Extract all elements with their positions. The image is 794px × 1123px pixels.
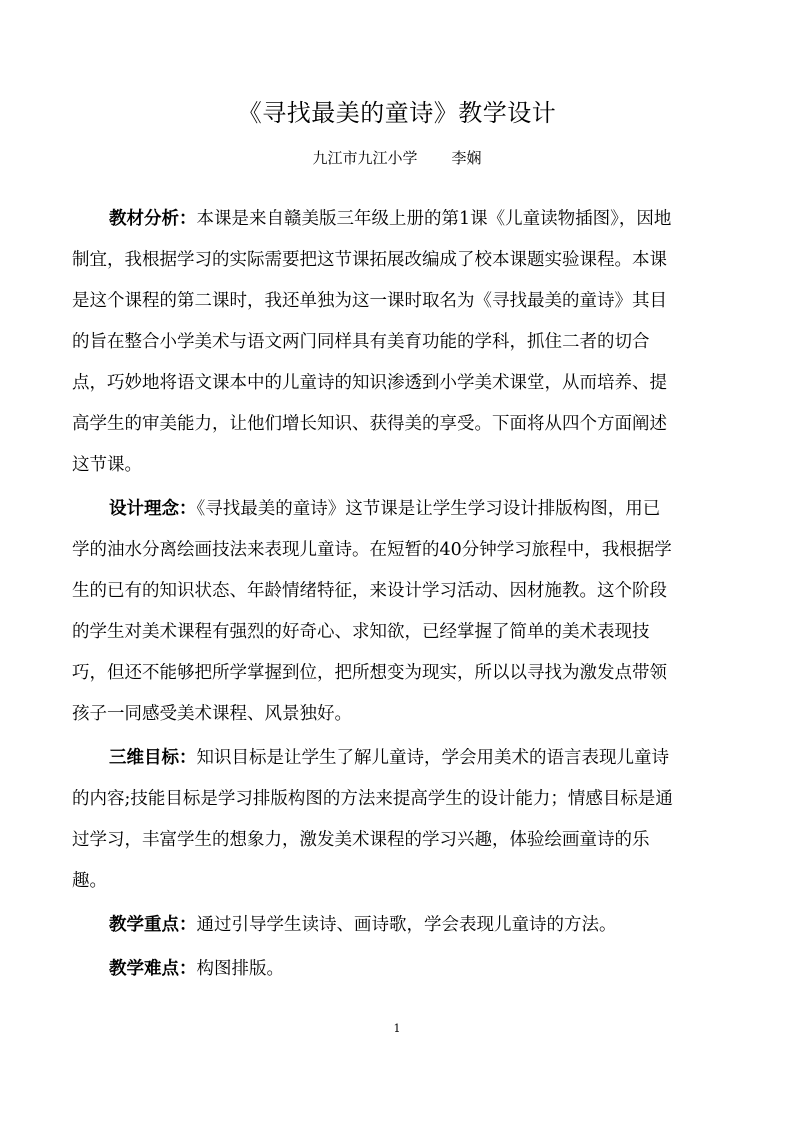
paragraph-line: 巧，但还不能够把所学掌握到位，把所想变为现实，所以以寻找为激发点带领 [72, 663, 667, 683]
paragraph-teaching-difficulty [72, 949, 722, 990]
paragraph-line: 孩子一同感受美术课程、风景独好。 [72, 704, 352, 724]
paragraph-line: 高学生的审美能力，让他们增长知识、获得美的享受。下面将从四个方面阐述 [72, 414, 667, 434]
section-heading: 三维目标： [109, 748, 197, 768]
section-heading: 教材分析： [109, 209, 197, 229]
document-title: 《寻找最美的童诗》教学设计 [237, 99, 557, 127]
school-name: 九江市九江小学 [312, 149, 418, 167]
author-name: 李娴 [451, 149, 482, 167]
paragraph-line: 的内容;技能目标是学习排版构图的方法来提高学生的设计能力；情感目标是通 [72, 789, 673, 809]
paragraph-line: 这节课。 [72, 455, 142, 475]
paragraph-line: 的学生对美术课程有强烈的好奇心、求知欲，已经掌握了简单的美术表现技 [72, 622, 650, 642]
paragraph-teaching-focus [72, 905, 722, 946]
paragraph-line: 三维目标：知识目标是让学生了解儿童诗，学会用美术的语言表现儿童诗 [109, 748, 669, 768]
paragraph-line: 的旨在整合小学美术与语文两门同样具有美育功能的学科，抓住二者的切合 [72, 332, 650, 352]
section-heading: 教学重点： [109, 915, 197, 935]
paragraph-line: 教学难点：构图排版。 [109, 959, 284, 979]
paragraph-line: 设计理念：《寻找最美的童诗》这节课是让学生学习设计排版构图，用已 [109, 499, 661, 519]
paragraph-line: 制宜，我根据学习的实际需要把这节课拓展改编成了校本课题实验课程。本课 [72, 250, 667, 270]
paragraph-line: 过学习，丰富学生的想象力，激发美术课程的学习兴趣，体验绘画童诗的乐 [72, 830, 650, 850]
paragraph-line: 生的已有的知识状态、年龄情绪特征，来设计学习活动、因材施教。这个阶段 [72, 581, 667, 601]
section-heading: 教学难点： [109, 959, 197, 979]
paragraph-material-analysis [72, 199, 722, 486]
document-body [72, 199, 722, 990]
paragraph-line: 点，巧妙地将语文课本中的儿童诗的知识渗透到小学美术课堂，从而培养、提 [72, 373, 667, 393]
paragraph-line: 学的油水分离绘画技法来表现儿童诗。在短暂的40分钟学习旅程中，我根据学 [72, 540, 672, 560]
section-heading: 设计理念： [109, 499, 197, 519]
paragraph-line: 趣。 [72, 871, 107, 891]
paragraph-design-concept [72, 489, 722, 735]
paragraph-three-dimensional-goals [72, 738, 722, 902]
page-number: 1 [393, 1022, 401, 1035]
paragraph-line: 是这个课程的第二课时，我还单独为这一课时取名为《寻找最美的童诗》其目 [72, 291, 667, 311]
paragraph-line: 教材分析：本课是来自赣美版三年级上册的第1课《儿童读物插图》，因地 [109, 209, 672, 229]
paragraph-line: 教学重点：通过引导学生读诗、画诗歌，学会表现儿童诗的方法。 [109, 915, 617, 935]
author-line [0, 147, 794, 169]
